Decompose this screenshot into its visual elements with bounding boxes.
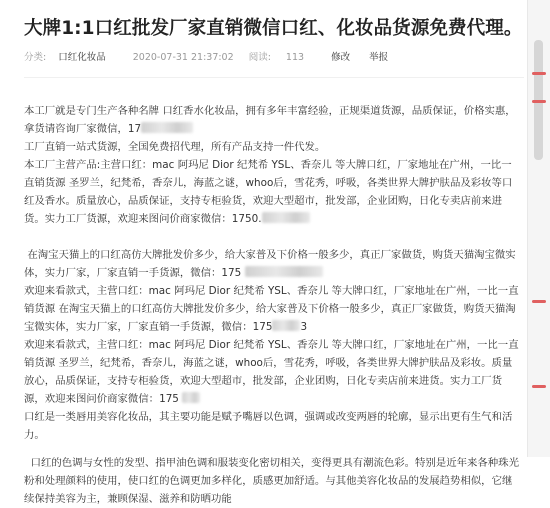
post-date: 2020-07-31 21:37:02 [132,52,234,63]
paragraph-text: 本工厂主营产品:主营口红：mac 阿玛尼 Dior 纪梵希 YSL、香奈儿 等大牌口红，厂家地址在广州，一比一直销货源 圣罗兰，纪梵希，香奈儿，海蓝之谜，whoo后，雪花秀，呼吸，各类世界大牌护肤品及彩妆等口红及香水。质量放心，品质保证，支持专柜验货，欢迎大型超市，批发部，企业团购，日化专卖店前来进货。实力工厂货源，欢迎来图问价商家微信：1750. [24,159,513,225]
meta-divider [24,77,524,78]
paragraph-text: 3 [300,321,308,333]
category-label: 分类: [24,52,47,63]
spacer [24,228,522,246]
paragraph-text: 欢迎来看款式，主营口红：mac 阿玛尼 Dior 纪梵希 YSL、香奈儿 等大牌口红，厂家地址在广州，一比一直销货源 圣罗兰，纪梵希，香奈儿，海蓝之谜，whoo后，雪花秀，呼吸，各类世界大牌护肤品及彩妆。质量放心，品质保证，支持专柜验货，欢迎大型超市，批发部，企业团购，日化专卖店前来进货。实力工厂货源，欢迎来图问价商家微信：175 [24,339,519,405]
article-meta [24,49,528,63]
redacted-contact [272,320,300,331]
views-count: 113 [285,52,305,63]
redacted-contact [245,266,323,277]
scroll-marker [532,385,546,388]
paragraph-text: 口红的色调与女性的发型、指甲油色调和服装变化密切相关，变得更具有潮流色彩。特别是近年来各种珠光粉和处理颜料的使用，使口红的色调更加多样化，质感更加舒适。与其他美容化妆品的发展趋势相似，它继续保持美容为主，兼顾保湿、滋养和防晒功能 [24,457,519,505]
views-label: 阅读: [248,52,271,63]
article-body [24,102,522,508]
category-field [24,52,118,63]
paragraph-agency: 工厂直销一站式货源，全国免费招代理，所有产品支持一件代发。 [24,141,326,153]
paragraph-lipstick-color [24,454,522,508]
paragraph-price [24,246,522,282]
spacer [24,444,522,454]
paragraph-text: 在淘宝天猫上的口红高仿大牌批发价多少，给大家普及下价格一般多少，真正厂家做货，购货天猫淘宝微实体，实力厂家，厂家直销一手货源，微信：175 [24,249,516,279]
redacted-contact [182,392,200,403]
paragraph-lipstick-intro: 口红是一类唇用美容化妆品，其主要功能是赋予嘴唇以色调，强调或改变两唇的轮廓，显示出更有生气和活力。 [24,411,513,441]
paragraph-text: 本工厂就是专门生产各种名牌 口红香水化妆品，拥有多年丰富经验，正规渠道货源，品质保证，价格实惠， [24,105,516,117]
paragraph-text: 欢迎来看款式，主营口红：mac 阿玛尼 Dior 纪梵希 YSL、香奈儿 等大牌口红，厂家地址在广州，一比一直销货源 在淘宝天猫上的口红高仿大牌批发价多少，给大家普及下价格一般多少，真正厂家做货，购货天猫淘宝微实体，实力厂家，厂家直销一手货源，微信：175 [24,285,519,333]
scroll-marker [532,72,546,75]
redacted-contact [141,122,193,133]
scroll-marker [532,300,546,303]
category-link[interactable]: 口红化妆品 [58,52,106,63]
article-title: 大牌1:1口红批发厂家直销微信口红、化妆品货源免费代理。 [24,18,523,39]
views-field [249,52,316,63]
paragraph-products [24,156,522,228]
paragraph-intro [24,102,522,138]
paragraph-styles-1 [24,282,522,336]
paragraph-styles-2 [24,336,522,408]
scroll-marker [532,100,546,103]
redacted-contact [262,212,310,223]
report-link[interactable]: 举报 [369,52,389,63]
edit-link[interactable]: 修改 [331,52,351,63]
paragraph-text: 拿货请咨询厂家微信，17 [24,123,142,135]
scrollbar[interactable] [527,0,550,457]
